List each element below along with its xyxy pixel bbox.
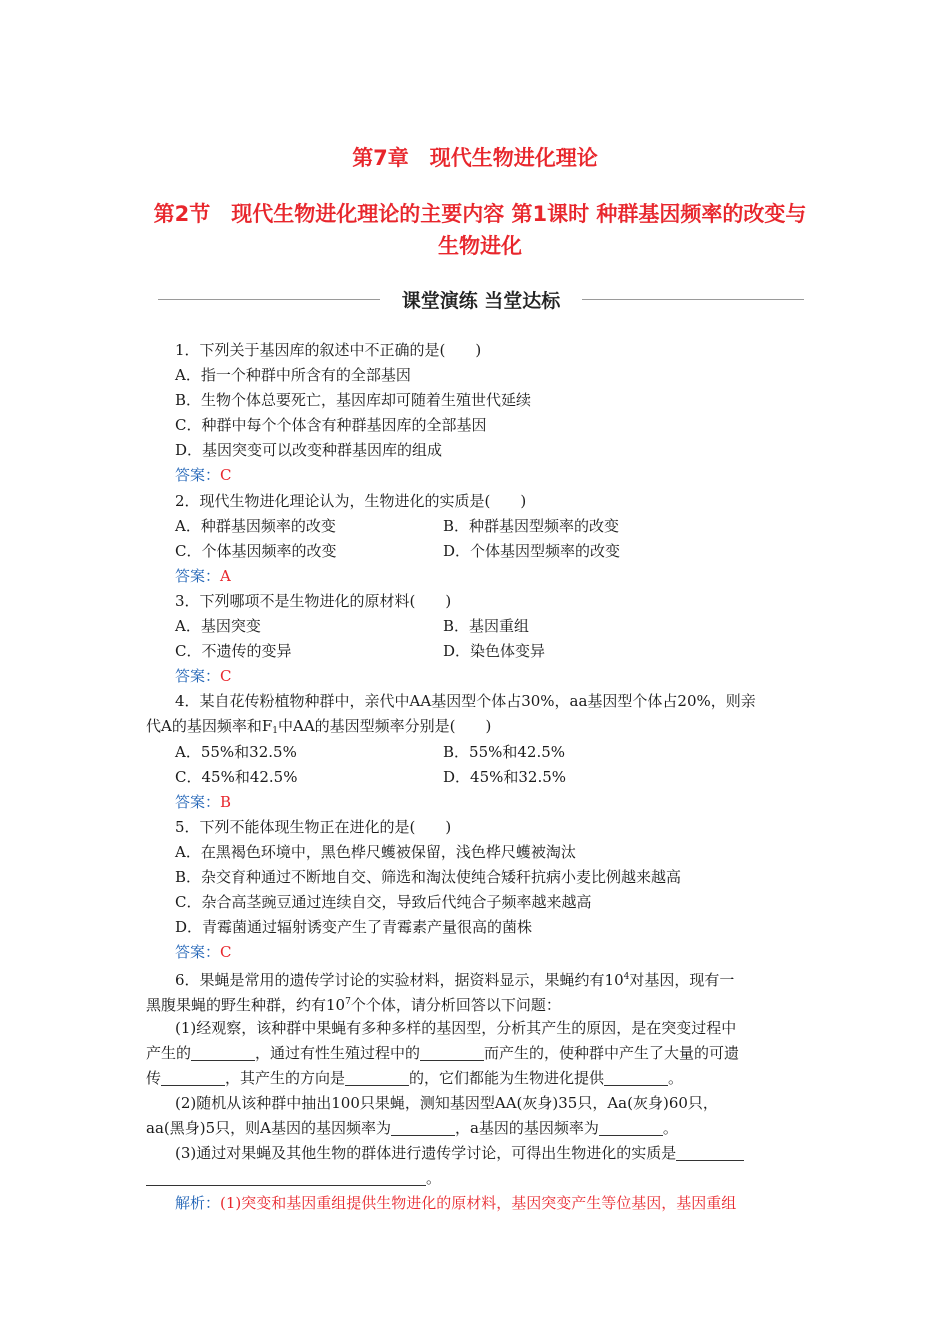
q6-superscript: 7 (345, 997, 351, 1008)
analysis-label: 解析： (175, 1194, 221, 1213)
q6-text: ，通过有性生殖过程中的 (255, 1043, 421, 1062)
section-title: 第2节 现代生物进化理论的主要内容 第1课时 种群基因频率的改变与生物进化 (153, 202, 807, 258)
q4-answer (175, 790, 815, 815)
section-banner (148, 284, 814, 314)
q6-part3-line2 (146, 1166, 815, 1191)
answer-label: 答案： (175, 667, 221, 686)
q6-part2-line1: (2)随机从该种群中抽出100只果蝇，测知基因型AA(灰身)35只，Aa(灰身)60只， (175, 1093, 718, 1112)
fill-blank[interactable] (191, 1044, 255, 1061)
answer-value: C (220, 667, 232, 686)
q6-text: 传 (146, 1068, 162, 1087)
q6-text: 对基因，现有一 (629, 971, 735, 990)
fill-blank[interactable] (391, 1119, 455, 1136)
fill-blank[interactable] (146, 1169, 426, 1186)
fill-blank[interactable] (604, 1069, 668, 1086)
q6-text: 。 (668, 1068, 684, 1087)
q4-options-row2 (175, 765, 815, 790)
q4-stem-text: 代A的基因频率和F (146, 717, 273, 736)
q6-stem-line1 (175, 965, 815, 990)
q1-option-a: A．指一个种群中所含有的全部基因 (175, 366, 411, 385)
q2-option-a: A．种群基因频率的改变 (175, 516, 336, 535)
fill-blank[interactable] (161, 1069, 225, 1086)
fill-blank[interactable] (676, 1144, 744, 1161)
answer-value: B (220, 792, 232, 811)
q1-option-d: D．基因突变可以改变种群基因库的组成 (175, 441, 443, 460)
q5-option-b: B．杂交育种通过不断地自交、筛选和淘汰使纯合矮秆抗病小麦比例越来越高 (175, 867, 682, 886)
q6-part2-line2 (146, 1116, 815, 1141)
q6-part1-line1: (1)经观察，该种群中果蝇有多种多样的基因型，分析其产生的原因，是在突变过程中 (175, 1018, 737, 1037)
q6-text: 的，它们都能为生物进化提供 (409, 1068, 605, 1087)
banner-rule-right (582, 299, 804, 300)
q3-option-d: D．染色体变异 (443, 642, 546, 661)
q1-option-b: B．生物个体总要死亡，基因库却可随着生殖世代延续 (175, 391, 532, 410)
q4-stem-line2 (146, 714, 815, 739)
analysis-text: (1)突变和基因重组提供生物进化的原材料，基因突变产生等位基因，基因重组 (220, 1194, 737, 1213)
q3-option-a: A．基因突变 (175, 617, 261, 636)
q6-part1-line2 (146, 1041, 815, 1066)
q2-answer (175, 564, 815, 589)
q6-part3-line1 (175, 1141, 815, 1166)
q5-option-d: D．青霉菌通过辐射诱变产生了青霉素产量很高的菌株 (175, 918, 533, 937)
q1-stem: 1．下列关于基因库的叙述中不正确的是( ) (175, 341, 482, 359)
q3-option-b: B．基因重组 (443, 617, 530, 636)
q6-text: 6．果蝇是常用的遗传学讨论的实验材料，据资料显示，果蝇约有10 (175, 971, 624, 990)
answer-label: 答案： (175, 466, 221, 485)
q2-option-c: C．个体基因频率的改变 (175, 541, 337, 560)
q4-options-row1 (175, 740, 815, 765)
q6-text: 。 (662, 1118, 678, 1137)
answer-value: C (220, 466, 232, 485)
answer-label: 答案： (175, 792, 221, 811)
q6-part1-line3 (146, 1066, 815, 1091)
q6-superscript: 4 (623, 972, 630, 983)
q3-options-row2 (175, 639, 815, 664)
fill-blank[interactable] (599, 1119, 663, 1136)
q3-options-row1 (175, 614, 815, 639)
q3-option-c: C．不遗传的变异 (175, 642, 292, 661)
q6-text: aa(黑身)5只，则A基因的基因频率为 (146, 1118, 391, 1137)
q5-option-a: A．在黑褐色环境中，黑色桦尺蠖被保留，浅色桦尺蠖被淘汰 (175, 842, 576, 861)
question-list (146, 338, 815, 1216)
q5-option-c: C．杂合高茎豌豆通过连续自交，导致后代纯合子频率越来越高 (175, 893, 592, 912)
q4-stem-text-end: 中AA的基因型频率分别是( ) (277, 717, 492, 736)
q6-text: 黑腹果蝇的野生种群，约有10 (146, 996, 346, 1015)
q2-option-d: D．个体基因型频率的改变 (443, 541, 621, 560)
q6-text: ，其产生的方向是 (225, 1068, 346, 1087)
q5-stem: 5．下列不能体现生物正在进化的是( ) (175, 817, 452, 836)
q4-option-a: A．55%和32.5% (175, 742, 297, 761)
q6-text: (3)通过对果蝇及其他生物的群体进行遗传学讨论，可得出生物进化的实质是 (175, 1144, 677, 1162)
analysis (175, 1191, 815, 1216)
q6-text: 个个体，请分析回答以下问题： (350, 996, 561, 1015)
q3-answer (175, 664, 815, 689)
q6-text: 而产生的，使种群中产生了大量的可遗 (484, 1043, 740, 1062)
q4-option-d: D．45%和32.5% (443, 767, 567, 786)
q2-options-row2 (175, 539, 815, 564)
q2-stem: 2．现代生物进化理论认为，生物进化的实质是( ) (175, 491, 527, 510)
answer-value: A (220, 566, 231, 585)
banner-label: 课堂演练 当堂达标 (401, 290, 561, 312)
answer-value: C (220, 943, 232, 962)
fill-blank[interactable] (345, 1069, 409, 1086)
q6-text: 。 (426, 1169, 442, 1188)
q1-option-c: C．种群中每个个体含有种群基因库的全部基因 (175, 416, 487, 435)
answer-label: 答案： (175, 943, 221, 962)
q4-stem-line1: 4．某自花传粉植物种群中，亲代中AA基因型个体占30%，aa基因型个体占20%，则亲 (175, 692, 756, 711)
q6-text: ，a基因的基因频率为 (454, 1118, 599, 1137)
q2-options-row1 (175, 514, 815, 539)
q1-answer (175, 463, 815, 488)
q5-answer (175, 940, 815, 965)
q6-stem-line2 (146, 990, 815, 1015)
fill-blank[interactable] (420, 1044, 484, 1061)
q6-text: 产生的 (146, 1043, 192, 1062)
q4-option-c: C．45%和42.5% (175, 767, 298, 786)
q3-stem: 3．下列哪项不是生物进化的原材料( ) (175, 591, 452, 610)
chapter-title: 第7章 现代生物进化理论 (352, 146, 598, 170)
q4-subscript: 1 (272, 726, 278, 737)
q4-option-b: B．55%和42.5% (443, 742, 566, 761)
answer-label: 答案： (175, 566, 221, 585)
q2-option-b: B．种群基因型频率的改变 (443, 516, 620, 535)
